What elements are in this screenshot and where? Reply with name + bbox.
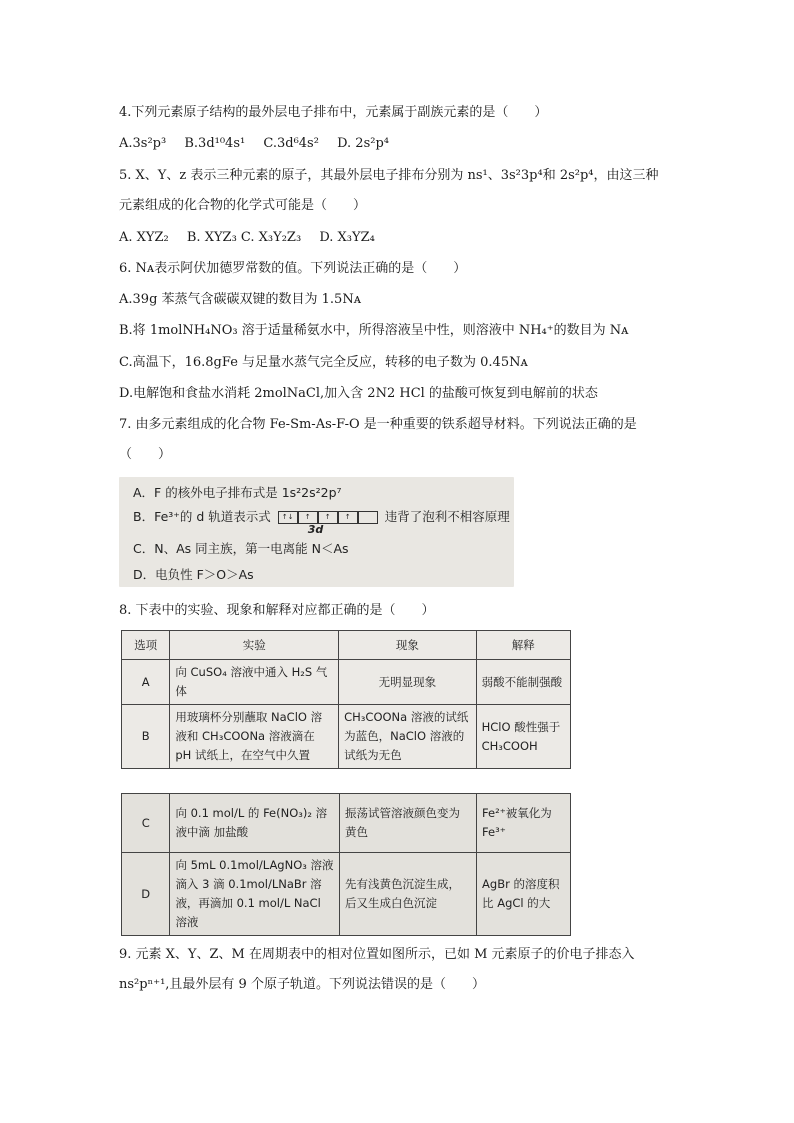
- row-option: A: [122, 660, 170, 705]
- table-row: [122, 853, 571, 936]
- row-experiment: 向 5mL 0.1mol/LAgNO₃ 溶液滴入 3 滴 0.1mol/LNaBr 溶液，再滴加 0.1 mol/L NaCl 溶液: [170, 853, 340, 936]
- table-header-row: [122, 631, 571, 660]
- q8-stem: 8. 下表中的实验、现象和解释对应都正确的是（ ）: [119, 603, 435, 618]
- q5-option-a: A. XYZ₂: [119, 230, 169, 245]
- q4-option-d: D. 2s²p⁴: [337, 136, 389, 151]
- q7-option-c: C．N、As 同主族，第一电离能 N＜As: [133, 541, 349, 556]
- q7-stem-line1: 7. 由多元素组成的化合物 Fe-Sm-As-F-O 是一种重要的铁系超导材料。下列说法正确的是: [119, 417, 637, 432]
- q6-option-a: A.39g 苯蒸气含碳碳双键的数目为 1.5Nᴀ: [119, 292, 362, 307]
- row-phenomenon: 振荡试管溶液颜色变为黄色: [340, 794, 477, 853]
- table-row: [122, 660, 571, 705]
- orbital-box: [358, 511, 378, 524]
- q5-stem-line1: 5. X、Y、z 表示三种元素的原子，其最外层电子排布分别为 ns¹、3s²3p⁴和 2s²p⁴，由这三种: [119, 168, 659, 183]
- q4-option-a: A.3s²p³: [119, 136, 167, 151]
- q5-stem-line2: 元素组成的化合物的化学式可能是（ ）: [119, 198, 367, 213]
- row-explanation: Fe²⁺被氧化为 Fe³⁺: [477, 794, 571, 853]
- q4-stem: 4.下列元素原子结构的最外层电子排布中，元素属于副族元素的是（ ）: [119, 105, 548, 120]
- q6-option-d: D.电解饱和食盐水消耗 2molNaCl,加入含 2N2 HCl 的盐酸可恢复到电解前的状态: [119, 386, 598, 401]
- q4-option-c: C.3d⁶4s²: [263, 136, 319, 151]
- row-phenomenon: CH₃COONa 溶液的试纸为蓝色，NaClO 溶液的试纸为无色: [339, 705, 476, 769]
- row-phenomenon: 先有浅黄色沉淀生成，后又生成白色沉淀: [340, 853, 477, 936]
- q7-stem-line2: （ ）: [119, 447, 172, 462]
- q7-option-d: D．电负性 F＞O＞As: [133, 567, 254, 582]
- q7-option-b-prefix: B．Fe³⁺的 d 轨道表示式: [133, 509, 271, 524]
- experiment-table-top: [121, 630, 571, 769]
- header-phenomenon: 现象: [339, 631, 476, 660]
- table-row: [122, 794, 571, 853]
- table-row: [122, 705, 571, 769]
- q9-stem-line2: ns²pⁿ⁺¹,且最外层有 9 个原子轨道。下列说法错误的是（ ）: [119, 977, 485, 992]
- experiment-table-bottom: [121, 793, 571, 936]
- q6-stem: 6. Nᴀ表示阿伏加德罗常数的值。下列说法正确的是（ ）: [119, 261, 467, 276]
- row-experiment: 用玻璃杯分别蘸取 NaClO 溶液和 CH₃COONa 溶液滴在 pH 试纸上，在空气中久置: [170, 705, 339, 769]
- q5-option-b: B. XYZ₃ C. X₃Y₂Z₃: [186, 230, 302, 245]
- row-experiment: 向 0.1 mol/L 的 Fe(NO₃)₂ 溶液中滴 加盐酸: [170, 794, 340, 853]
- q9-stem-line1: 9. 元素 X、Y、Z、M 在周期表中的相对位置如图所示，已如 M 元素原子的价电子排态入: [119, 947, 635, 962]
- orbital-box: ↑: [318, 511, 338, 524]
- orbital-box: ↑↓: [278, 511, 298, 524]
- q5-options: [119, 229, 389, 247]
- header-explanation: 解释: [476, 631, 570, 660]
- q4-option-b: B.3d¹⁰4s¹: [184, 136, 246, 151]
- orbital-label: 3d: [307, 523, 324, 536]
- row-explanation: 弱酸不能制强酸: [476, 660, 570, 705]
- orbital-box: ↑: [298, 511, 318, 524]
- q6-option-b: B.将 1molNH₄NO₃ 溶于适量稀氨水中，所得溶液呈中性，则溶液中 NH₄⁺的数目为 Nᴀ: [119, 323, 629, 338]
- q7-option-b-suffix: 违背了泡利不相容原理: [384, 509, 510, 524]
- d-orbital-diagram: [278, 511, 378, 536]
- orbital-box: ↑: [338, 511, 358, 524]
- row-explanation: AgBr 的溶度积比 AgCl 的大: [477, 853, 571, 936]
- row-option: B: [122, 705, 170, 769]
- row-experiment: 向 CuSO₄ 溶液中通入 H₂S 气体: [170, 660, 339, 705]
- row-option: C: [122, 794, 170, 853]
- row-phenomenon: 无明显现象: [339, 660, 476, 705]
- header-experiment: 实验: [170, 631, 339, 660]
- q7-option-b: [133, 507, 510, 536]
- q5-option-d: D. X₃YZ₄: [319, 230, 375, 245]
- q7-options-photo: [119, 477, 514, 587]
- q4-options: [119, 135, 403, 153]
- row-explanation: HClO 酸性强于 CH₃COOH: [476, 705, 570, 769]
- header-option: 选项: [122, 631, 170, 660]
- q7-option-a: A．F 的核外电子排布式是 1s²2s²2p⁷: [133, 485, 342, 500]
- row-option: D: [122, 853, 170, 936]
- q6-option-c: C.高温下，16.8gFe 与足量水蒸气完全反应，转移的电子数为 0.45Nᴀ: [119, 355, 528, 370]
